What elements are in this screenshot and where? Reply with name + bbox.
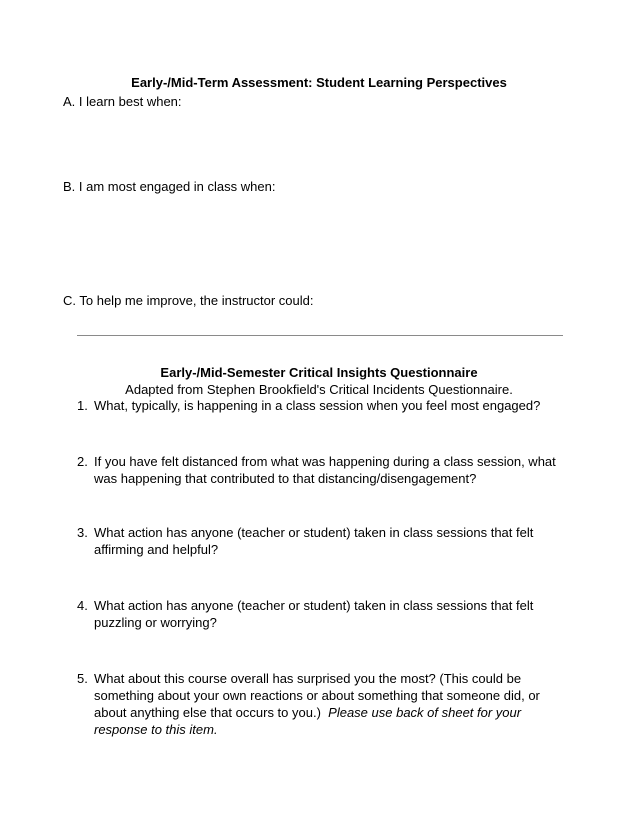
prompt-b: B. I am most engaged in class when:	[63, 179, 276, 194]
section1-title: Early-/Mid-Term Assessment: Student Learning Perspectives	[131, 75, 507, 90]
question-3: What action has anyone (teacher or student) taken in class sessions that felt affirming and helpful?	[94, 525, 534, 557]
question-5-instruction: Please use back of sheet for your response to this item.	[94, 705, 522, 737]
question-number: 5.	[77, 671, 88, 686]
question-number: 3.	[77, 525, 88, 540]
section2-subtitle: Adapted from Stephen Brookfield's Critical Incidents Questionnaire.	[125, 382, 513, 397]
question-number: 2.	[77, 454, 88, 469]
prompt-a: A. I learn best when:	[63, 94, 182, 109]
section2-title: Early-/Mid-Semester Critical Insights Questionnaire	[160, 365, 478, 380]
question-5	[94, 670, 569, 738]
question-1: What, typically, is happening in a class session when you feel most engaged?	[94, 398, 541, 413]
question-5-text: What about this course overall has surprised you the most? (This could be something about your own reactions or about something that someone did, or about anything else that occurs to you.)	[94, 671, 540, 720]
question-4: What action has anyone (teacher or student) taken in class sessions that felt puzzling or worrying?	[94, 598, 534, 630]
question-2: If you have felt distanced from what was happening during a class session, what was happening that contributed to that distancing/disengagement?	[94, 454, 556, 486]
divider	[77, 335, 563, 336]
prompt-c: C. To help me improve, the instructor could:	[63, 293, 314, 308]
question-number: 1.	[77, 398, 88, 413]
question-number: 4.	[77, 598, 88, 613]
